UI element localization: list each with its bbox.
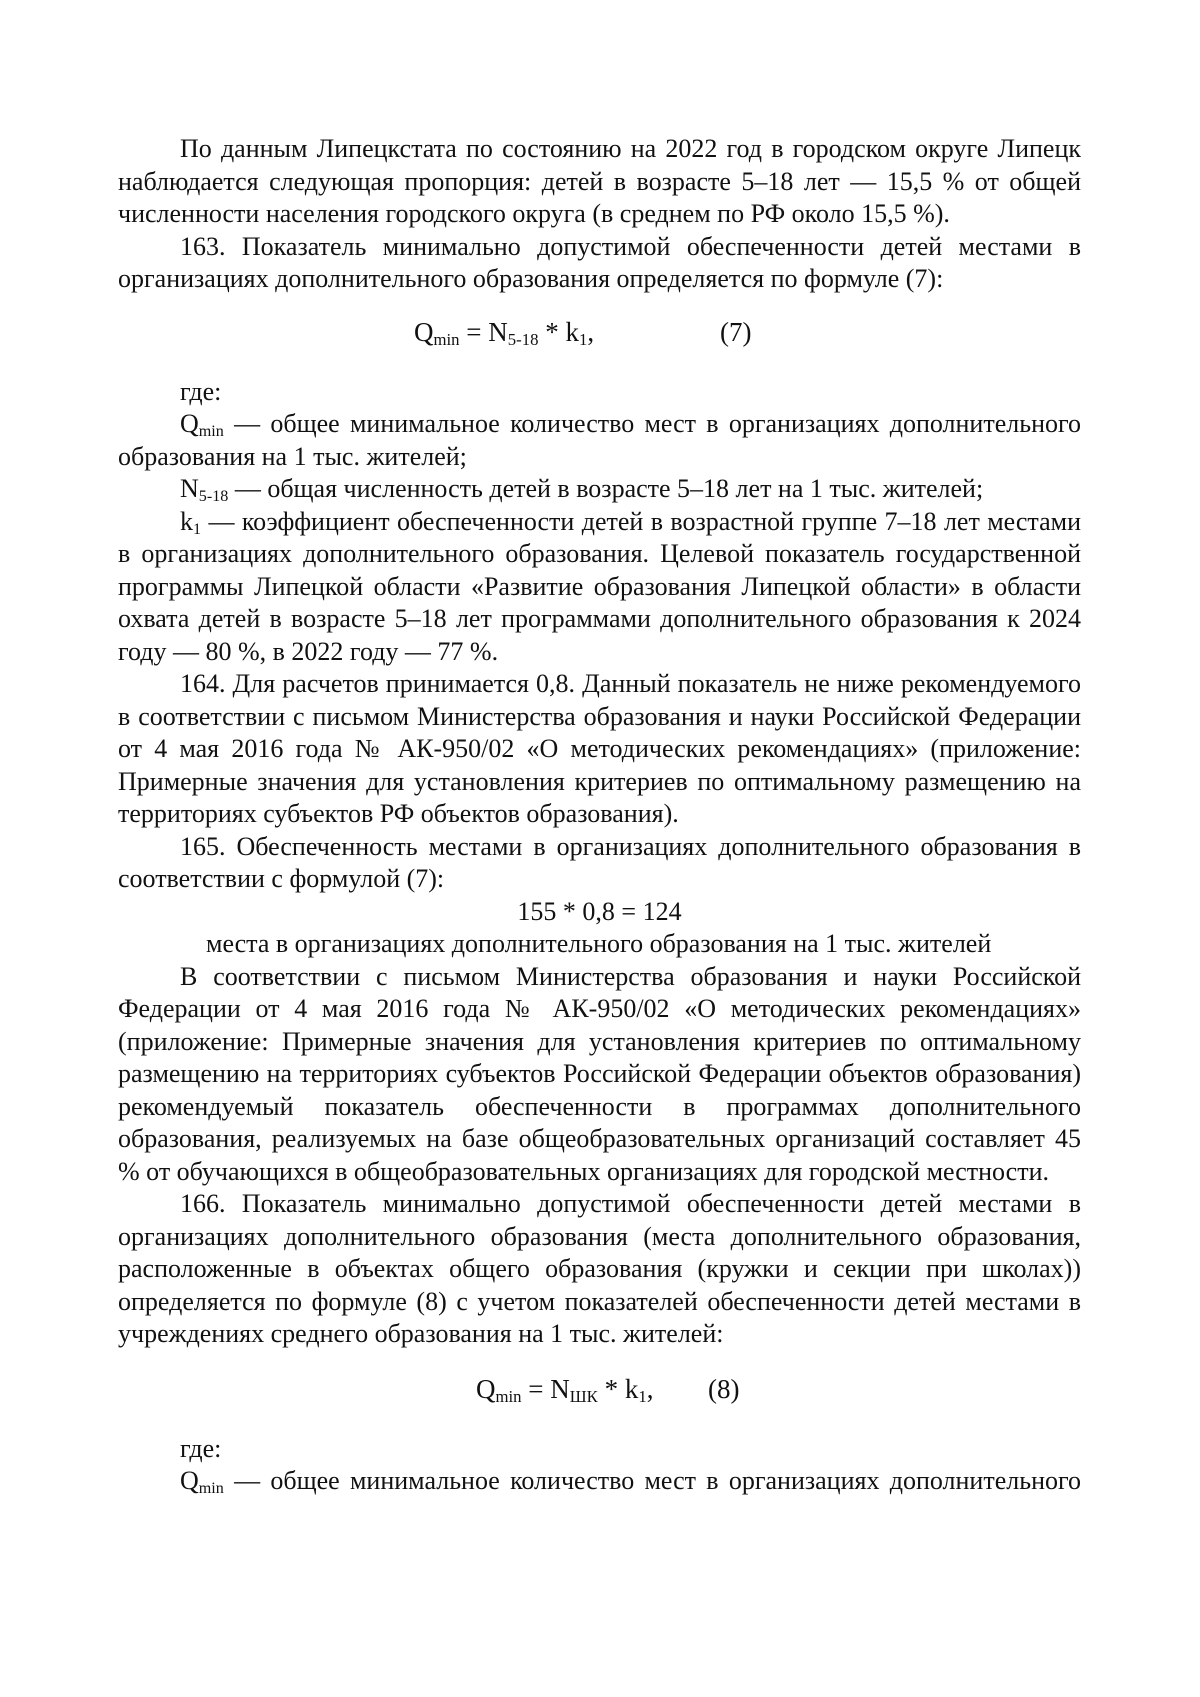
formula-7 [118, 316, 1081, 350]
calculation-note: места в организациях дополнительного образования на 1 тыс. жителей [206, 929, 992, 958]
formula-8-expression: $Q_{min} = N_{ШК} * k_1$, [476, 1373, 654, 1406]
paragraph-lipetskstat: По данным Липецкстата по состоянию на 2022 год в городском округе Липецк наблюдается следующая пропорция: детей в возрасте 5–18 лет — 15,5 % от общей численности населения городского округа (в среднем по РФ около 15,5 %). [118, 134, 1081, 228]
definition-qmin: $Q_{min}$ — общее минимальное количество мест в организациях дополнительного образования на 1 тыс. жителей; [118, 409, 1081, 471]
formula-7-expression: $Q_{min} = N_{5-18} * k_1$, [414, 316, 595, 349]
document-page [118, 133, 1081, 1498]
calculation: 155 * 0,8 = 124 [517, 896, 682, 926]
formula-8-number: (8) [708, 1373, 740, 1404]
formula-7-number: (7) [720, 316, 752, 347]
paragraph-ministry-letter: В соответствии с письмом Министерства образования и науки Российской Федерации от 4 мая 2016 года № АК-950/02 «О методических рекомендациях» (приложение: Примерные значения для установления критериев по оптимальному размещению на территориях субъектов Российской Федерации объектов образования) рекомендуемый показатель обеспеченности в программах дополнительного образования, реализуемых на базе общеобразовательных организаций составляет 45 % от обучающихся в общеобразовательных организациях для городской местности. [118, 961, 1081, 1186]
paragraph-165: 165. Обеспеченность местами в организациях дополнительного образования в соответствии с формулой (7): [118, 831, 1081, 893]
definition-n518: $N_{5-18}$ — общая численность детей в возрасте 5–18 лет на 1 тыс. жителей; [180, 474, 984, 506]
definition-k1: $k_1$ — коэффициент обеспеченности детей в возрастной группе 7–18 лет местами в организациях дополнительного образования. Целевой показатель государственной программы Липецкой области «Развитие образования Липецкой области» в области охвата детей в возрасте 5–18 лет программами дополнительного образования к 2024 году — 80 %, в 2022 году — 77 %. [118, 506, 1081, 666]
where-label-2: где: [180, 1433, 222, 1463]
where-label: где: [180, 376, 222, 406]
paragraph-166: 166. Показатель минимально допустимой обеспеченности детей местами в организациях дополнительного образования (места дополнительного образования, расположенные в объектах общего образования (кружки и секции при школах)) определяется по формуле (8) с учетом показателей обеспеченности детей местами в учреждениях среднего образования на 1 тыс. жителей: [118, 1189, 1081, 1348]
definition-qmin-2: $Q_{min}$ — общее минимальное количество мест в организациях дополнительного [180, 1466, 1081, 1498]
paragraph-164: 164. Для расчетов принимается 0,8. Данный показатель не ниже рекомендуемого в соответствии с письмом Министерства образования и науки Российской Федерации от 4 мая 2016 года № АК-950/02 «О методических рекомендациях» (приложение: Примерные значения для установления критериев по оптимальному размещению на территориях субъектов РФ объектов образования). [118, 669, 1081, 828]
formula-8 [118, 1373, 1081, 1407]
paragraph-163: 163. Показатель минимально допустимой обеспеченности детей местами в организациях дополнительного образования определяется по формуле (7): [118, 231, 1081, 293]
